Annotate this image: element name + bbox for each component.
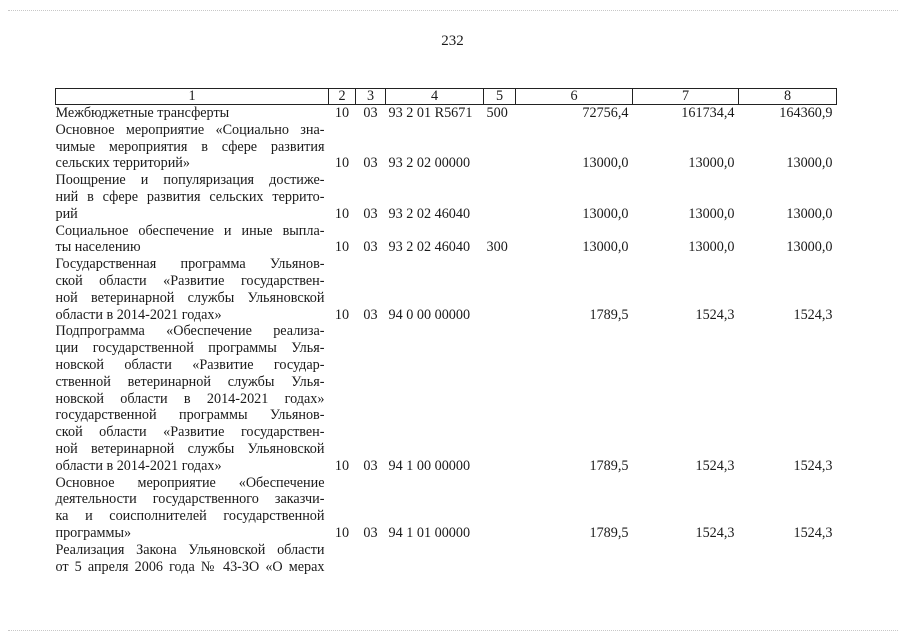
cell-expense-type: 500 (486, 105, 508, 121)
cell-section: 10 (334, 155, 350, 172)
row-name (56, 256, 329, 323)
table-row (56, 475, 837, 542)
cell-amount-3: 13000,0 (786, 155, 833, 172)
row-name (56, 542, 329, 576)
table-row (56, 256, 837, 323)
cell-amount-1: 1789,5 (589, 524, 629, 541)
table-row (56, 223, 837, 257)
table-row (56, 323, 837, 474)
row-name-line: ты населению (55, 239, 141, 256)
cell-amount-3: 13000,0 (786, 239, 833, 256)
row-name (56, 223, 329, 257)
cell-amount-3: 1524,3 (793, 457, 833, 474)
column-header-amount-3: 8 (739, 89, 837, 105)
cell-expense-type (484, 256, 516, 323)
row-name-line: Межбюджетные трансферты (55, 105, 230, 121)
cell-subsection: 03 (363, 524, 378, 541)
row-name-line: рий (55, 205, 78, 222)
row-name-line: чимые мероприятия в сфере развития (55, 138, 325, 155)
row-name-line: Реализация Закона Ульяновской области (55, 541, 325, 558)
row-name-line: деятельности государственного заказчи- (55, 491, 325, 508)
cell-expense-type (484, 542, 516, 576)
column-header-target-article: 4 (386, 89, 484, 105)
table-row (56, 172, 837, 222)
cell-amount-1: 13000,0 (582, 205, 629, 222)
cell-amount-3: 1524,3 (793, 306, 833, 323)
column-header-amount-2: 7 (633, 89, 739, 105)
row-name (56, 172, 329, 222)
cell-expense-type (484, 172, 516, 222)
cell-expense-type (484, 323, 516, 474)
cell-expense-type: 300 (486, 239, 508, 256)
cell-subsection (356, 542, 386, 576)
column-header-name: 1 (56, 89, 329, 105)
cell-amount-1: 13000,0 (582, 155, 629, 172)
row-name-line: области в 2014-2021 годах» (55, 457, 222, 474)
cell-subsection: 03 (363, 155, 378, 172)
cell-amount-3: 13000,0 (786, 205, 833, 222)
row-name-line: ной ветеринарной службы Ульяновской (55, 440, 325, 457)
cell-amount-1: 13000,0 (582, 239, 629, 256)
cell-section: 10 (334, 105, 350, 121)
row-name (56, 122, 329, 172)
cell-subsection: 03 (363, 205, 378, 222)
row-name-line: Основное мероприятие «Социально зна- (55, 121, 325, 138)
row-name-line: ции государственной программы Улья- (55, 340, 325, 357)
row-name (56, 105, 329, 122)
cell-target-article: 93 2 02 46040 (388, 239, 471, 256)
page-number: 232 (441, 33, 464, 49)
budget-table (55, 88, 837, 575)
cell-target-article: 93 2 02 00000 (388, 155, 471, 172)
cell-target-article: 94 1 01 00000 (388, 524, 471, 541)
row-name-line: ской области «Развитие государствен- (55, 272, 325, 289)
cell-amount-2: 13000,0 (688, 155, 735, 172)
table-row (56, 542, 837, 576)
row-name-line: области в 2014-2021 годах» (55, 306, 222, 323)
cell-amount-1: 72756,4 (582, 105, 629, 121)
cell-section: 10 (334, 306, 350, 323)
row-name-line: новской области в 2014-2021 годах» (55, 390, 325, 407)
row-name-line: программы» (55, 524, 132, 541)
cell-subsection: 03 (363, 239, 378, 256)
column-header-expense-type: 5 (484, 89, 516, 105)
column-header-subsection: 3 (356, 89, 386, 105)
cell-target-article: 94 1 00 00000 (388, 457, 471, 474)
cell-target-article (386, 542, 484, 576)
cell-amount-2: 1524,3 (695, 524, 735, 541)
row-name-line: Государственная программа Ульянов- (55, 256, 325, 273)
row-name-line: ний в сфере развития сельских террито- (55, 188, 325, 205)
cell-amount-2: 13000,0 (688, 239, 735, 256)
scan-artifact-bottom (8, 630, 898, 631)
row-name-line: государственной программы Ульянов- (55, 407, 325, 424)
cell-subsection: 03 (363, 306, 378, 323)
column-header-amount-1: 6 (516, 89, 633, 105)
table-row (56, 105, 837, 122)
row-name-line: Основное мероприятие «Обеспечение (55, 474, 325, 491)
cell-amount-3: 164360,9 (779, 105, 833, 121)
row-name-line: новской области «Развитие государ- (55, 356, 325, 373)
row-name-line: ка и соисполнителей государственной (55, 508, 325, 525)
cell-amount-3: 1524,3 (793, 524, 833, 541)
row-name-line: ственной ветеринарной службы Улья- (55, 373, 325, 390)
row-name-line: ной ветеринарной службы Ульяновской (55, 289, 325, 306)
cell-amount-3 (739, 542, 837, 576)
table-row (56, 122, 837, 172)
row-name-line: Социальное обеспечение и иные выпла- (55, 222, 325, 239)
cell-amount-2: 13000,0 (688, 205, 735, 222)
table-header-row (56, 89, 837, 105)
cell-expense-type (484, 475, 516, 542)
column-header-section: 2 (329, 89, 356, 105)
row-name (56, 323, 329, 474)
row-name-line: ской области «Развитие государствен- (55, 424, 325, 441)
cell-target-article: 94 0 00 00000 (388, 306, 471, 323)
table-body (56, 105, 837, 576)
cell-amount-2 (633, 542, 739, 576)
cell-subsection: 03 (363, 457, 378, 474)
row-name-line: Поощрение и популяризация достиже- (55, 172, 325, 189)
cell-amount-1: 1789,5 (589, 306, 629, 323)
cell-target-article: 93 2 02 46040 (388, 205, 471, 222)
cell-amount-1: 1789,5 (589, 457, 629, 474)
cell-expense-type (484, 122, 516, 172)
cell-amount-2: 161734,4 (681, 105, 735, 121)
cell-amount-2: 1524,3 (695, 457, 735, 474)
cell-subsection: 03 (363, 105, 378, 121)
scan-artifact-top (8, 10, 898, 11)
cell-section: 10 (334, 205, 350, 222)
row-name-line: от 5 апреля 2006 года № 43-ЗО «О мерах (55, 558, 325, 575)
cell-target-article: 93 2 01 R5671 (388, 105, 473, 121)
cell-amount-2: 1524,3 (695, 306, 735, 323)
cell-section (329, 542, 356, 576)
row-name-line: Подпрограмма «Обеспечение реализа- (55, 323, 325, 340)
row-name-line: сельских территорий» (55, 155, 190, 172)
cell-section: 10 (334, 457, 350, 474)
cell-amount-1 (516, 542, 633, 576)
cell-section: 10 (334, 239, 350, 256)
cell-section: 10 (334, 524, 350, 541)
row-name (56, 475, 329, 542)
